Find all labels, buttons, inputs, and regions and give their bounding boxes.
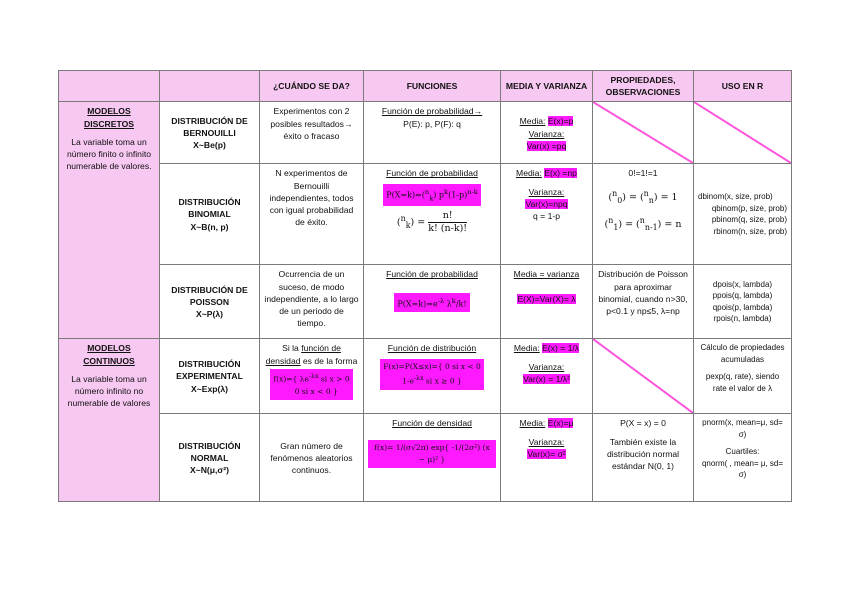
binomial-var-val: Var(x)=npq — [525, 198, 568, 209]
binomial-func-formula: P(X=k)=($^n_k$) $p^k(1-p)^{n-k}$ — [383, 184, 481, 206]
bernoulli-var-val: Var(x) =pq — [526, 140, 567, 151]
exponencial-var-label: Varianza: — [528, 361, 565, 372]
header-empty-1 — [59, 71, 160, 102]
binomial-r-cell — [694, 164, 792, 265]
normal-media-cell — [501, 414, 593, 502]
poisson-r1: dpois(x, lambda) — [712, 279, 773, 289]
binomial-name: DISTRIBUCIÓN BINOMIAL — [178, 197, 241, 220]
poisson-media-label: Media = varianza — [513, 269, 580, 280]
binomial-cuando: N experimentos de Bernouilli independientes, todos con igual probabilidad de éxito. — [260, 164, 364, 265]
binomial-var-label: Varianza: — [528, 186, 565, 197]
normal-func-label: Función de densidad — [392, 418, 472, 429]
normal-var-val: Var(x)= σ² — [527, 448, 566, 459]
exponencial-r1: Cálculo de propiedades acumuladas — [700, 343, 785, 364]
poisson-name-cell — [160, 265, 260, 339]
normal-prop1: P(X = x) = 0 — [620, 418, 666, 429]
exponencial-r-cell — [694, 339, 792, 414]
poisson-r3: qpois(p, lambda) — [712, 302, 773, 312]
discretos-cell — [59, 102, 160, 339]
exponencial-notation: X~Exp(λ) — [190, 383, 228, 394]
exponencial-var-val: Var(x) = 1/λ² — [523, 373, 570, 384]
normal-prop-cell — [593, 414, 694, 502]
exponencial-name-cell — [160, 339, 260, 414]
binomial-prop3: ($^n_1$) = ($^n_{n-1}$) = n — [604, 215, 682, 232]
normal-cuando: Gran número de fenómenos aleatorios continuos. — [260, 414, 364, 502]
header-media: MEDIA Y VARIANZA — [501, 71, 593, 102]
header-uso: USO EN R — [694, 71, 792, 102]
poisson-r2: ppois(q, lambda) — [712, 291, 773, 301]
binomial-r3: pbinom(q, size, prob) — [711, 215, 787, 225]
header-cuando: ¿CUÁNDO SE DA? — [260, 71, 364, 102]
binomial-notation: X~B(n, p) — [190, 221, 229, 232]
exponencial-media-cell — [501, 339, 593, 414]
discretos-desc: La variable toma un número finito o infinito numerable de valores. — [66, 136, 152, 172]
poisson-r4: rpois(n, lambda) — [713, 314, 772, 324]
binomial-prop-cell — [593, 164, 694, 265]
diagonal-line — [593, 339, 693, 413]
poisson-cuando: Ocurrencia de un suceso, de modo independiente, a lo largo de un periodo de tiempo. — [260, 265, 364, 339]
normal-media-label: Media: — [519, 418, 546, 429]
poisson-funcion-cell — [364, 265, 501, 339]
normal-var-label: Varianza: — [528, 436, 565, 447]
exponencial-name: DISTRIBUCIÓN EXPERIMENTAL — [176, 359, 243, 382]
exponencial-funcion-cell — [364, 339, 501, 414]
bernoulli-media-cell — [501, 102, 593, 164]
exponencial-cuando-link: función de densidad — [265, 343, 341, 366]
exponencial-cuando-post: es de la forma — [302, 355, 358, 366]
binomial-media-label: Media: — [516, 168, 542, 179]
bernoulli-r-empty — [694, 102, 792, 164]
exponencial-func-label: Función de distribución — [387, 343, 477, 354]
distribution-summary-table — [58, 70, 792, 502]
diagonal-line — [593, 102, 693, 163]
exponencial-dens-formula: f(x)={ $\lambda e^{-\lambda x}$ si x > 0 0 si x < 0 } — [270, 369, 352, 400]
binomial-combo-formula: ($^n_k$) = $\frac{n!}{k! (n-k)!}$ — [396, 210, 468, 235]
normal-notation: X~N(μ,σ²) — [189, 465, 230, 475]
normal-funcion-cell — [364, 414, 501, 502]
bernoulli-var-label: Varianza: — [528, 128, 565, 139]
exponencial-func-formula: F(x)=P(X≤x)={ 0 si x < 0 $1-e^{-\lambda x}$ si x ≥ 0 } — [380, 359, 484, 390]
binomial-prop2: ($^n_0$) = ($^n_n$) = 1 — [608, 188, 678, 205]
exponencial-cuando-cell — [260, 339, 364, 414]
binomial-name-cell — [160, 164, 260, 265]
poisson-media-val: E(X)=Var(X)= λ — [517, 293, 576, 304]
header-empty-2 — [160, 71, 260, 102]
normal-prop2: También existe la distribución normal estándar N(0, 1) — [606, 436, 680, 472]
bernoulli-media-val: E(x)=p — [547, 116, 574, 127]
bernoulli-func-text: P(E): p, P(F): q — [403, 118, 461, 129]
continuos-cell — [59, 339, 160, 502]
poisson-prop: Distribución de Poisson para aproximar binomial, cuando n>30, p<0.1 y np≤5, λ=np — [593, 265, 694, 339]
normal-media-val: E(x)=μ — [547, 418, 574, 429]
binomial-funcion-cell — [364, 164, 501, 265]
bernoulli-funcion-cell — [364, 102, 501, 164]
header-propiedades: PROPIEDADES, OBSERVACIONES — [593, 71, 694, 102]
exponencial-prop-empty — [593, 339, 694, 414]
normal-r2: Cuartiles: — [725, 447, 760, 457]
poisson-r-cell — [694, 265, 792, 339]
bernoulli-func-label: Función de probabilidad→ — [381, 106, 483, 117]
binomial-func-label: Función de probabilidad — [386, 168, 478, 179]
poisson-func-formula: $P(X=k)=e^{-\lambda}$ $\lambda^k/k$! — [394, 293, 469, 313]
poisson-notation: X~P(λ) — [196, 309, 223, 319]
continuos-title: MODELOS CONTINUOS — [83, 343, 135, 366]
poisson-media-cell — [501, 265, 593, 339]
binomial-media-cell — [501, 164, 593, 265]
bernoulli-name: DISTRIBUCIÓN DE BERNOUILLI — [171, 115, 248, 138]
normal-r-cell — [694, 414, 792, 502]
binomial-r2: qbinom(p, size, prob) — [711, 203, 787, 213]
binomial-media-val: E(x) =np — [544, 168, 577, 179]
bernoulli-prop-empty — [593, 102, 694, 164]
bernoulli-media-label: Media: — [519, 116, 546, 127]
bernoulli-cuando: Experimentos con 2 posibles resultados→ éxito o fracaso — [260, 102, 364, 164]
normal-r3: qnorm( , mean= μ, sd= σ) — [701, 458, 784, 480]
normal-func-formula: f(x)= 1/(σ√2π) exp{ -1/(2σ²) (x − μ)² } — [368, 440, 496, 468]
discretos-title: MODELOS DISCRETOS — [84, 106, 134, 129]
header-funciones: FUNCIONES — [364, 71, 501, 102]
binomial-prop1: 0!=1!=1 — [628, 168, 658, 179]
binomial-r1: dbinom(x, size, prob) — [698, 192, 773, 202]
continuos-desc: La variable toma un número infinito no numerable de valores — [67, 373, 151, 409]
poisson-func-label: Función de probabilidad — [386, 269, 478, 280]
normal-r1: pnorm(x, mean=μ, sd= σ) — [702, 418, 783, 439]
normal-name-cell — [160, 414, 260, 502]
bernoulli-name-cell — [160, 102, 260, 164]
bernoulli-notation: X~Be(p) — [193, 140, 226, 150]
poisson-name: DISTRIBUCIÓN DE POISSON — [171, 284, 248, 307]
exponencial-media-label: Media: — [513, 343, 540, 354]
binomial-q-text: q = 1-p — [533, 211, 560, 222]
exponencial-cuando-pre: Si la — [282, 343, 299, 354]
normal-name: DISTRIBUCIÓN NORMAL — [178, 440, 241, 463]
diagonal-line — [694, 102, 791, 163]
exponencial-media-val: E(x) = 1/λ — [542, 343, 580, 354]
exponencial-r2: pexp(q, rate), siendo rate el valor de λ — [705, 372, 780, 393]
binomial-r4: rbinom(n, size, prob) — [713, 226, 787, 236]
